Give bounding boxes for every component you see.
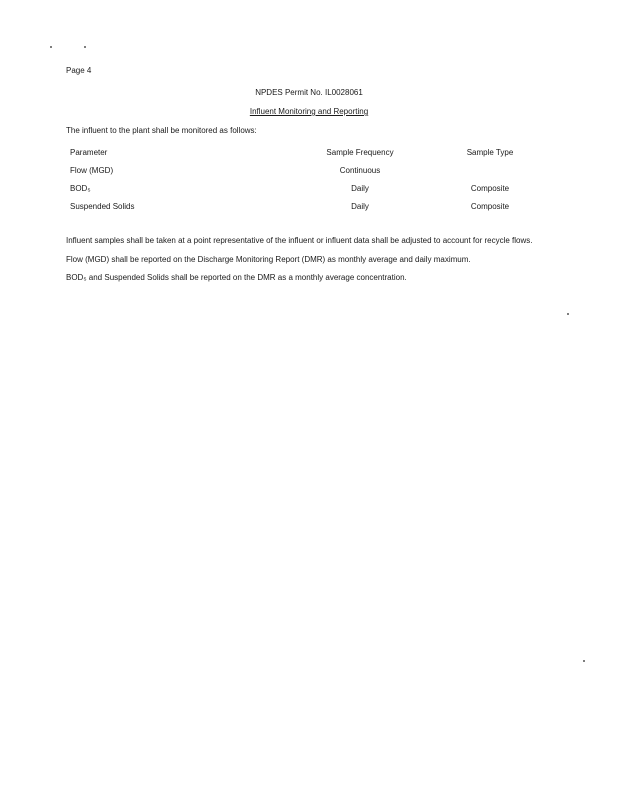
page-number: Page 4	[66, 66, 92, 75]
scan-speck	[84, 46, 86, 48]
monitoring-table	[70, 148, 550, 220]
row-parameter: BOD₅	[70, 184, 91, 193]
table-row	[70, 202, 550, 220]
row-frequency: Continuous	[339, 166, 381, 175]
row-parameter: Flow (MGD)	[70, 166, 114, 175]
row-parameter: Suspended Solids	[70, 202, 135, 211]
header-sample-frequency: Sample Frequency	[326, 148, 394, 157]
row-frequency: Daily	[351, 202, 369, 211]
row-type: Composite	[470, 184, 510, 193]
section-title: Influent Monitoring and Reporting	[249, 107, 369, 116]
note-flow-reporting: Flow (MGD) shall be reported on the Discharge Monitoring Report (DMR) as monthly average and daily maximum.	[66, 255, 471, 264]
permit-number: NPDES Permit No. IL0028061	[255, 88, 363, 97]
note-influent-sampling: Influent samples shall be taken at a point representative of the influent or influent data shall be adjusted to account for recycle flows.	[66, 236, 533, 245]
scan-speck	[583, 660, 585, 662]
table-header-row	[70, 148, 550, 166]
table-row	[70, 166, 550, 184]
header-parameter: Parameter	[70, 148, 108, 157]
scan-speck	[567, 313, 569, 315]
scan-speck	[50, 46, 52, 48]
header-sample-type: Sample Type	[466, 148, 514, 157]
row-frequency: Daily	[351, 184, 369, 193]
intro-text: The influent to the plant shall be monitored as follows:	[66, 126, 257, 135]
table-row	[70, 184, 550, 202]
row-type: Composite	[470, 202, 510, 211]
note-bod-tss-reporting: BOD₅ and Suspended Solids shall be reported on the DMR as a monthly average concentration.	[66, 273, 407, 282]
